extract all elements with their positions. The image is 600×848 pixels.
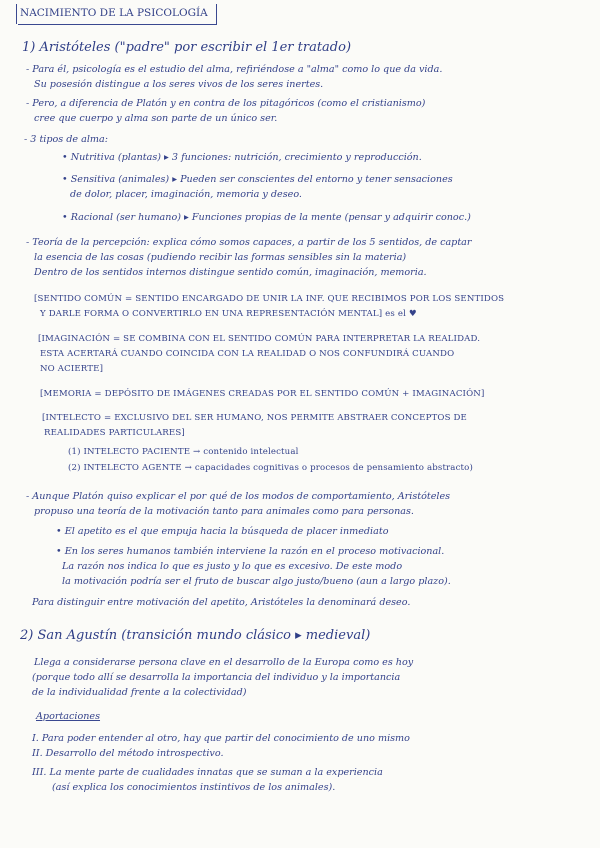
text-line: Llega a considerarse persona clave en el desarrollo de la Europa como es hoy [34, 657, 414, 668]
list-item: (2) INTELECTO AGENTE → capacidades cognitivas o procesos de pensamiento abstracto) [68, 463, 473, 473]
text-line: propuso una teoría de la motivación tanto para animales como para personas. [34, 506, 414, 517]
text-line: Para distinguir entre motivación del apetito, Aristóteles la denominará deseo. [32, 597, 411, 608]
subheading: Aportaciones [36, 711, 101, 722]
list-item: III. La mente parte de cualidades innatas que se suman a la experiencia [32, 767, 383, 778]
list-item: • Sensitiva (animales) ▸ Pueden ser conscientes del entorno y tener sensaciones [62, 174, 453, 185]
text-line: (así explica los conocimientos instintivos de los animales). [52, 782, 336, 793]
section-1-heading: 1) Aristóteles ("padre" por escribir el 1er tratado) [22, 40, 352, 55]
list-item: (1) INTELECTO PACIENTE → contenido intelectual [68, 447, 299, 457]
section-2-heading: 2) San Agustín (transición mundo clásico ▸ medieval) [20, 628, 371, 643]
list-item: • En los seres humanos también interviene la razón en el proceso motivacional. [56, 546, 445, 557]
definition-box-line: Y DARLE FORMA O CONVERTIRLO EN UNA REPRESENTACIÓN MENTAL] es el ♥ [40, 309, 417, 319]
text-line: Su posesión distingue a los seres vivos de los seres inertes. [34, 79, 324, 90]
definition-box-line: [SENTIDO COMÚN = SENTIDO ENCARGADO DE UNIR LA INF. QUE RECIBIMOS POR LOS SENTIDOS [34, 294, 505, 304]
text-line: la esencia de las cosas (pudiendo recibir las formas sensibles sin la materia) [34, 252, 407, 263]
text-line: - Pero, a diferencia de Platón y en contra de los pitagóricos (como el cristianismo) [26, 98, 426, 109]
text-line: cree que cuerpo y alma son parte de un único ser. [34, 113, 278, 124]
text-line: (porque todo allí se desarrolla la importancia del individuo y la importancia [32, 672, 401, 683]
text-line: de la individualidad frente a la colectividad) [32, 687, 247, 698]
text-line: - Para él, psicología es el estudio del alma, refiriéndose a "alma" como lo que da vida. [26, 64, 443, 75]
definition-box-line: NO ACIERTE] [40, 364, 104, 374]
definition-box-line: ESTA ACERTARÁ CUANDO COINCIDA CON LA REALIDAD O NOS CONFUNDIRÁ CUANDO [40, 349, 455, 359]
list-item: • Racional (ser humano) ▸ Funciones propias de la mente (pensar y adquirir conoc.) [62, 212, 471, 223]
definition-box-line: [MEMORIA = DEPÓSITO DE IMÁGENES CREADAS POR EL SENTIDO COMÚN + IMAGINACIÓN] [40, 389, 485, 399]
page-title: NACIMIENTO DE LA PSICOLOGÍA [18, 4, 217, 25]
list-item: • El apetito es el que empuja hacia la búsqueda de placer inmediato [56, 526, 389, 537]
text-line: - Teoría de la percepción: explica cómo somos capaces, a partir de los 5 sentidos, de captar [26, 237, 472, 248]
text-line: la motivación podría ser el fruto de buscar algo justo/bueno (aun a largo plazo). [62, 576, 451, 587]
list-item: I. Para poder entender al otro, hay que partir del conocimiento de uno mismo [32, 733, 410, 744]
list-item: • Nutritiva (plantas) ▸ 3 funciones: nutrición, crecimiento y reproducción. [62, 152, 422, 163]
list-item: II. Desarrollo del método introspectivo. [32, 748, 224, 759]
text-line: - Aunque Platón quiso explicar el por qué de los modos de comportamiento, Aristóteles [26, 491, 451, 502]
text-line: de dolor, placer, imaginación, memoria y deseo. [70, 189, 302, 200]
definition-box-line: [INTELECTO = EXCLUSIVO DEL SER HUMANO, NOS PERMITE ABSTRAER CONCEPTOS DE [42, 413, 467, 423]
text-line: - 3 tipos de alma: [24, 134, 108, 145]
text-line: Dentro de los sentidos internos distingue sentido común, imaginación, memoria. [34, 267, 427, 278]
text-line: La razón nos indica lo que es justo y lo que es excesivo. De este modo [62, 561, 403, 572]
definition-box-line: [IMAGINACIÓN = SE COMBINA CON EL SENTIDO COMÚN PARA INTERPRETAR LA REALIDAD. [38, 334, 481, 344]
definition-box-line: REALIDADES PARTICULARES] [44, 428, 185, 438]
